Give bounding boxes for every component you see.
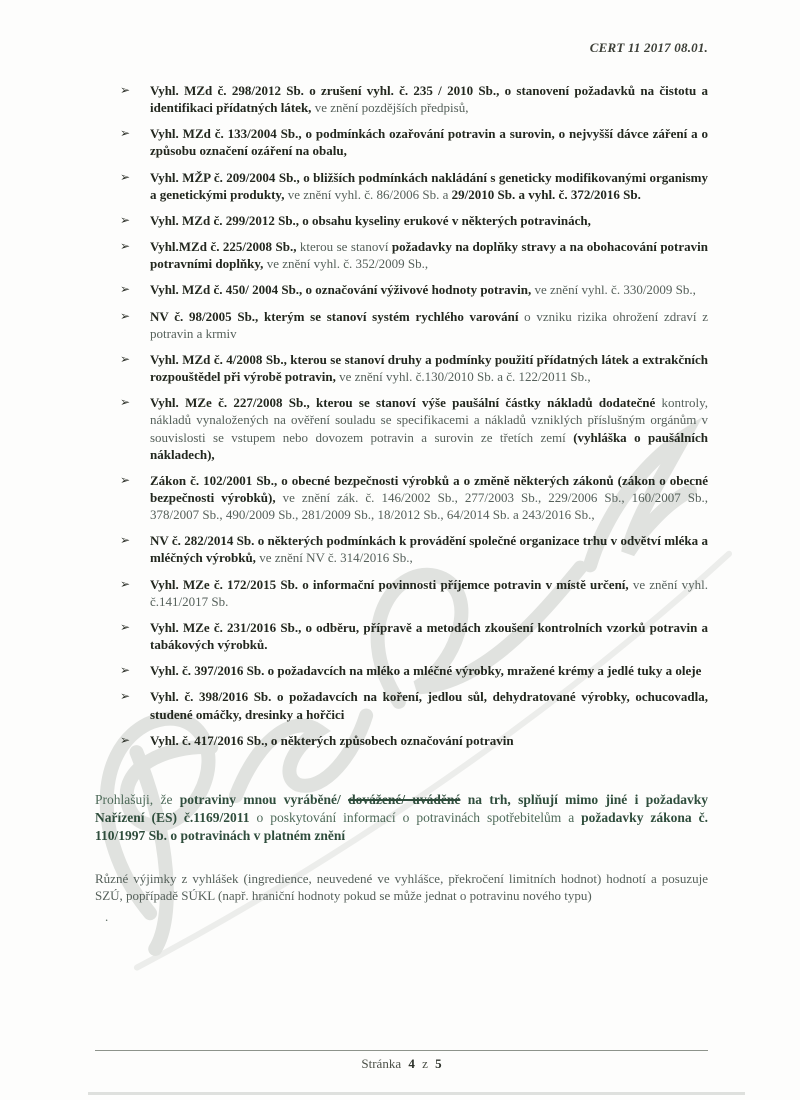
list-item-text	[150, 662, 708, 679]
document-code: CERT 11 2017 08.01.	[589, 40, 708, 55]
bullet-arrow-icon: ➢	[120, 212, 131, 227]
text-segment: ve znění vyhl. č. 330/2009 Sb.,	[531, 282, 696, 298]
list-item-text	[150, 212, 708, 229]
list-item	[120, 472, 708, 523]
decree-list	[120, 82, 708, 749]
text-segment: Vyhl. č. 398/2016 Sb. o požadavcích na koření, jedlou sůl, dehydratované výrobky, ochucovadla, studené omáčky, dresinky a hořčici	[150, 689, 708, 722]
text-segment: na trh, splňují mimo jiné i požadavky Nařízení (ES) č.1169/2011	[95, 791, 708, 826]
text-segment: Různé výjimky z vyhlášek (ingredience, neuvedené ve vyhlášce, překročení limitních hodnot) hodnotí a posuzuje SZÚ, popřípadě SÚKL (např. hraniční hodnoty pokud se může jednat o potravinu nového typu)	[95, 870, 708, 904]
list-item-text	[150, 82, 708, 116]
text-segment: ve znění vyhl. č.130/2010 Sb. a č. 122/2011 Sb.,	[335, 369, 591, 385]
list-item	[120, 732, 708, 749]
text-segment: Vyhl. MZd č. 4/2008 Sb., kterou se stanoví druhy a podmínky použití přídatných látek a extrakčních rozpouštědel při výrobě potravin,	[150, 351, 708, 385]
list-item	[120, 169, 708, 203]
text-segment: Prohlašuji, že	[95, 791, 180, 807]
list-item	[120, 308, 708, 342]
list-item-text	[150, 281, 708, 298]
list-item-text	[150, 394, 708, 463]
text-segment: ve znění NV č. 314/2016 Sb.,	[255, 550, 413, 566]
bullet-arrow-icon: ➢	[120, 239, 131, 254]
list-item-text	[150, 238, 708, 272]
list-item	[120, 238, 708, 272]
bullet-arrow-icon: ➢	[120, 126, 131, 141]
footer-page-current: 4	[408, 1056, 415, 1071]
bullet-arrow-icon: ➢	[120, 282, 131, 297]
list-item	[120, 662, 708, 679]
list-item-text	[150, 532, 708, 566]
text-segment: kterou se stanoví	[296, 239, 392, 255]
text-segment: dovážené/ uváděné	[348, 791, 461, 807]
list-item	[120, 688, 708, 722]
text-segment: Zákon č. 102/2001 Sb., o obecné bezpečnosti výrobků a o změně některých zákonů (zákon o obecné bezpečnosti výrobků),	[150, 472, 708, 505]
text-segment: ve znění pozdějších předpisů,	[311, 100, 469, 116]
text-segment: Vyhl. MZe č. 231/2016 Sb., o odběru, přípravě a metodách zkoušení kontrolních vzorků potravin a tabákových výrobků.	[150, 619, 708, 653]
text-segment: Vyhl. č. 417/2016 Sb., o některých způsobech označování potravin	[150, 732, 514, 748]
text-segment: Vyhl. MŽP č. 209/2004 Sb., o bližších podmínkách nakládání s geneticky modifikovanými organismy a genetickými produkty,	[150, 169, 708, 202]
bullet-arrow-icon: ➢	[120, 395, 131, 410]
text-segment: (vyhláška o paušálních nákladech),	[150, 429, 709, 462]
list-item-text	[150, 125, 708, 159]
text-segment: ve znění zák. č. 146/2002 Sb., 277/2003 Sb., 229/2006 Sb., 160/2007 Sb., 378/2007 Sb., 490/2009 Sb., 281/2009 Sb., 18/2012 Sb., 64/2014 Sb. a 243/2016 Sb.,	[150, 489, 708, 523]
footer-page-total: 5	[435, 1056, 442, 1071]
text-segment: 29/2010 Sb. a vyhl. č. 372/2016 Sb.	[451, 186, 641, 202]
text-segment: NV č. 282/2014 Sb. o některých podmínkách k provádění společné organizace trhu v odvětví mléka a mléčných výrobků,	[150, 533, 708, 566]
bullet-arrow-icon: ➢	[120, 472, 131, 487]
declaration-paragraph	[95, 791, 708, 846]
list-item	[120, 125, 708, 159]
scan-artifact-line	[88, 1092, 745, 1095]
text-segment: o vzniku rizika ohrožení zdraví z potravin a krmiv	[150, 308, 708, 341]
text-segment: Vyhl. MZd č. 133/2004 Sb., o podmínkách ozařování potravin a surovin, o nejvyšší dávce záření a o způsobu označení ozáření na obalu,	[150, 126, 708, 159]
text-segment: Vyhl. MZe č. 227/2008 Sb., kterou se stanoví výše paušální částky nákladů dodatečné	[150, 395, 656, 411]
bullet-arrow-icon: ➢	[120, 308, 131, 323]
list-item-text	[150, 308, 708, 342]
trailing-dot: .	[105, 909, 109, 925]
list-item	[120, 281, 708, 298]
text-segment: Vyhl. MZd č. 299/2012 Sb., o obsahu kyseliny erukové v některých potravinách,	[150, 212, 591, 228]
text-segment: kontroly, nákladů vynaložených na ověření souladu se specifikacemi a nákladů vzniklých příslušným orgánům v souvislosti se vstupem nebo dovozem potravin a surovin ze třetích zemí	[150, 395, 708, 445]
footer-word-page: Stránka	[361, 1056, 402, 1071]
bullet-arrow-icon: ➢	[120, 83, 131, 97]
list-item	[120, 212, 708, 229]
list-item-text	[150, 732, 708, 749]
list-item-text	[150, 576, 708, 610]
list-item-text	[150, 619, 708, 653]
list-item	[120, 576, 708, 610]
list-item	[120, 351, 708, 385]
bullet-arrow-icon: ➢	[120, 689, 131, 704]
note-paragraph	[95, 870, 708, 906]
text-segment: NV č. 98/2005 Sb., kterým se stanoví systém rychlého varování	[150, 308, 519, 324]
bullet-arrow-icon: ➢	[120, 169, 131, 184]
bullet-arrow-icon: ➢	[120, 732, 131, 747]
bullet-arrow-icon: ➢	[120, 533, 131, 548]
list-item	[120, 532, 708, 566]
text-segment: Vyhl. č. 397/2016 Sb. o požadavcích na mléko a mléčné výrobky, mražené krémy a jedlé tuky a oleje	[150, 663, 702, 679]
text-segment: potraviny mnou vyráběné/	[179, 791, 349, 807]
list-item-text	[150, 351, 708, 385]
list-item	[120, 394, 708, 463]
text-segment: požadavky zákona č. 110/1997 Sb. o potravinách v platném znění	[95, 810, 708, 844]
page-header	[95, 40, 708, 56]
text-segment: Vyhl. MZd č. 298/2012 Sb. o zrušení vyhl. č. 235 / 2010 Sb., o stanovení požadavků na čistotu a identifikaci přídatných látek,	[150, 83, 708, 116]
list-item-text	[150, 472, 708, 523]
bullet-arrow-icon: ➢	[120, 663, 131, 678]
text-segment: ve znění vyhl. č. 86/2006 Sb. a	[284, 186, 452, 202]
footer-separator: z	[422, 1056, 428, 1071]
list-item	[120, 82, 708, 116]
text-segment: ve znění vyhl. č.141/2017 Sb.	[150, 576, 708, 609]
text-segment: požadavky na doplňky stravy a na obohacování potravin potravními doplňky,	[150, 239, 709, 272]
text-segment: o poskytování informací o potravinách spotřebitelům a	[249, 810, 582, 826]
page-footer	[95, 1050, 708, 1072]
text-segment: ve znění vyhl. č. 352/2009 Sb.,	[263, 256, 429, 272]
list-item	[120, 619, 708, 653]
list-item-text	[150, 688, 708, 722]
text-segment: Vyhl.MZd č. 225/2008 Sb.,	[150, 239, 297, 255]
bullet-arrow-icon: ➢	[120, 619, 131, 634]
text-segment: Vyhl. MZd č. 450/ 2004 Sb., o označování výživové hodnoty potravin,	[150, 282, 532, 298]
text-segment: Vyhl. MZe č. 172/2015 Sb. o informační povinnosti příjemce potravin v místě určení,	[150, 576, 629, 592]
list-item-text	[150, 169, 708, 203]
bullet-arrow-icon: ➢	[120, 351, 131, 366]
bullet-arrow-icon: ➢	[120, 576, 131, 591]
